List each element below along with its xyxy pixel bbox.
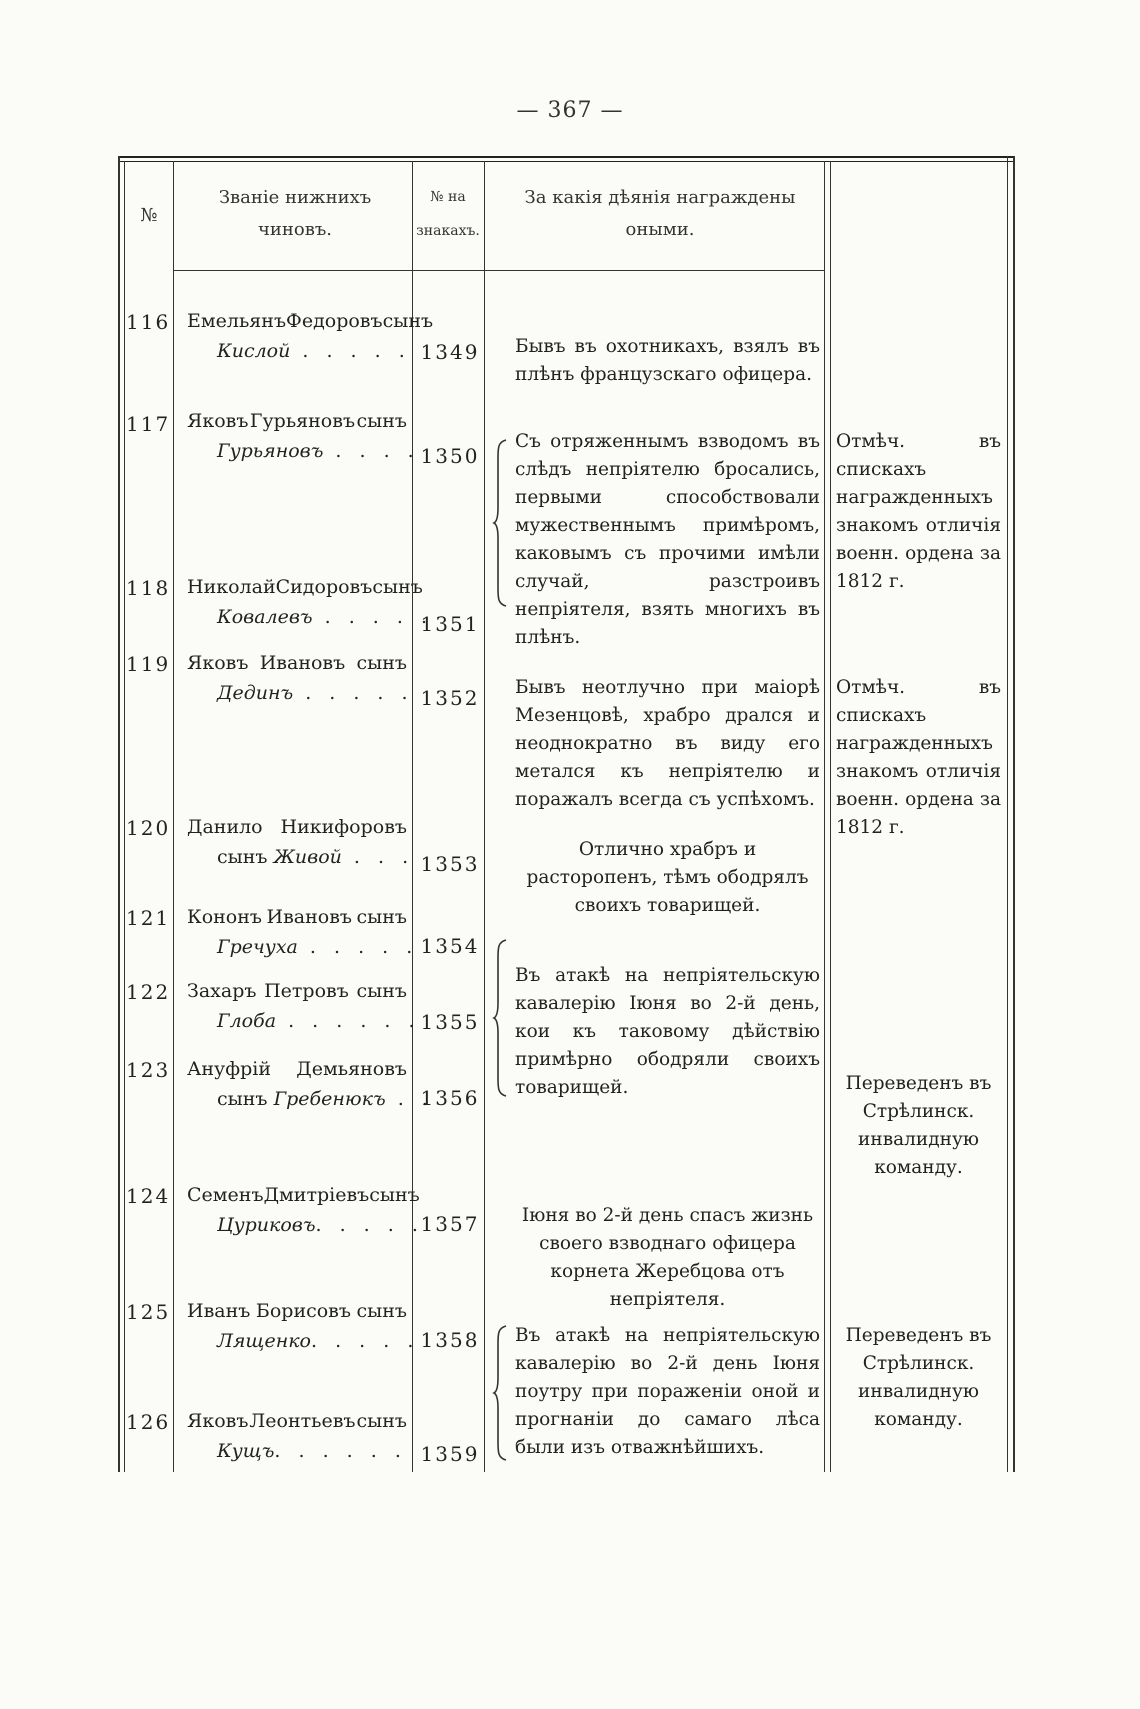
soldier-name: Иванъ Борисовъ сынъ Лященко. . . . . bbox=[187, 1300, 420, 1352]
table-top-border bbox=[118, 156, 1015, 158]
row-number: 125 bbox=[126, 1300, 171, 1324]
badge-number: 1351 bbox=[420, 612, 480, 636]
page-number: — 367 — bbox=[516, 98, 624, 123]
header-deeds: За какія дѣянія награждены оными. bbox=[524, 187, 796, 240]
table-left-border-inner bbox=[124, 161, 125, 1472]
badge-number: 1356 bbox=[420, 1086, 480, 1110]
note-text: Отмѣч. въ спискахъ награжденныхъ знакомъ отличія военн. ордена за 1812 г. bbox=[836, 431, 1001, 592]
soldier-name: Яковъ Ивановъ сынъ Дединъ . . . . . bbox=[187, 652, 414, 704]
header-bottom-rule bbox=[173, 270, 824, 271]
column-divider-deeds bbox=[824, 161, 825, 1472]
row-number: 124 bbox=[126, 1184, 171, 1208]
table-right-border-outer bbox=[1013, 156, 1015, 1472]
deed-text: Съ отряженнымъ взводомъ въ слѣдъ непріятелю бросались, первыми способствовали мужественнымъ примѣромъ, каковымъ съ прочими имѣли случай, разстроивъ непріятеля, взять многихъ въ плѣнъ. bbox=[515, 431, 820, 648]
note-text: Переведенъ въ Стрѣлинск. инвалидную команду. bbox=[845, 1325, 992, 1430]
column-divider-deeds-inner bbox=[830, 161, 831, 1472]
badge-number: 1353 bbox=[420, 852, 480, 876]
badge-number: 1358 bbox=[420, 1328, 480, 1352]
badge-number: 1354 bbox=[420, 934, 480, 958]
badge-number: 1355 bbox=[420, 1010, 480, 1034]
row-number: 122 bbox=[126, 980, 171, 1004]
row-number: 120 bbox=[126, 816, 171, 840]
deed-text: Въ атакѣ на непріятельскую кавалерію во 2-й день Іюня поутру при пораженіи оной и прогнаніи до самаго лѣса были изъ отважнѣйшихъ. bbox=[515, 1325, 820, 1458]
header-rank: Званіе нижнихъ чиновъ. bbox=[218, 187, 372, 240]
row-number: 121 bbox=[126, 906, 171, 930]
column-divider-rank bbox=[412, 161, 413, 1472]
column-divider-badge bbox=[484, 161, 485, 1472]
header-badge-no: № на знакахъ. bbox=[416, 189, 480, 239]
note-text: Переведенъ въ Стрѣлинск. инвалидную команду. bbox=[845, 1073, 992, 1178]
header-num: № bbox=[140, 205, 158, 226]
deed-text: Въ атакѣ на непріятельскую кавалерію Іюня во 2-й день, кои къ таковому дѣйствію примѣрно ободряли своихъ товарищей. bbox=[515, 965, 820, 1098]
soldier-name: Семенъ Дмитріевъ сынъ Цуриковъ. . . . . bbox=[187, 1184, 424, 1236]
soldier-name: Яковъ Гурьяновъ сынъ Гурьяновъ . . . . bbox=[187, 410, 420, 462]
soldier-name: Ануфрій Демьяновъ сынъ Гребенюкъ . . bbox=[187, 1058, 434, 1110]
deed-text: Отлично храбръ и расторопенъ, тѣмъ ободрялъ своихъ товарищей. bbox=[526, 839, 809, 916]
column-divider-num bbox=[173, 161, 174, 1472]
badge-number: 1350 bbox=[420, 444, 480, 468]
table-left-border bbox=[118, 156, 120, 1472]
table-right-border bbox=[1007, 156, 1008, 1472]
soldier-name: Яковъ Леонтьевъ сынъ Кущъ. . . . . . bbox=[187, 1410, 407, 1462]
row-number: 123 bbox=[126, 1058, 171, 1082]
note-text: Отмѣч. въ спискахъ награжденныхъ знакомъ отличія военн. ордена за 1812 г. bbox=[836, 677, 1001, 838]
curly-brace-icon bbox=[492, 438, 514, 608]
table-top-border-inner bbox=[118, 161, 1015, 162]
row-number: 117 bbox=[126, 412, 171, 436]
deed-text: Бывъ въ охотникахъ, взялъ въ плѣнъ французскаго офицера. bbox=[515, 336, 820, 385]
curly-brace-icon bbox=[492, 1324, 514, 1462]
soldier-name: Емельянъ Федоровъ сынъ Кислой . . . . . bbox=[187, 310, 434, 362]
deed-text: Бывъ неотлучно при маіорѣ Мезенцовѣ, храбро дрался и неоднократно въ виду его метался къ непріятелю и поражалъ всегда съ успѣхомъ. bbox=[515, 677, 820, 810]
soldier-name: Николай Сидоровъ сынъ Ковалевъ . . . . . bbox=[187, 576, 433, 628]
row-number: 126 bbox=[126, 1410, 171, 1434]
soldier-name: Данило Никифоровъ сынъ Живой . . . bbox=[187, 816, 415, 868]
row-number: 119 bbox=[126, 652, 171, 676]
badge-number: 1352 bbox=[420, 686, 480, 710]
curly-brace-icon bbox=[492, 938, 514, 1098]
deed-text: Іюня во 2-й день спасъ жизнь своего взводнаго офицера корнета Жеребцова отъ непріятеля. bbox=[521, 1205, 814, 1310]
badge-number: 1359 bbox=[420, 1442, 480, 1466]
row-number: 118 bbox=[126, 576, 171, 600]
badge-number: 1349 bbox=[420, 340, 480, 364]
soldier-name: Кононъ Ивановъ сынъ Гречуха . . . . . bbox=[187, 906, 419, 958]
badge-number: 1357 bbox=[420, 1212, 480, 1236]
row-number: 116 bbox=[126, 310, 171, 334]
soldier-name: Захаръ Петровъ сынъ Глоба . . . . . . bbox=[187, 980, 421, 1032]
